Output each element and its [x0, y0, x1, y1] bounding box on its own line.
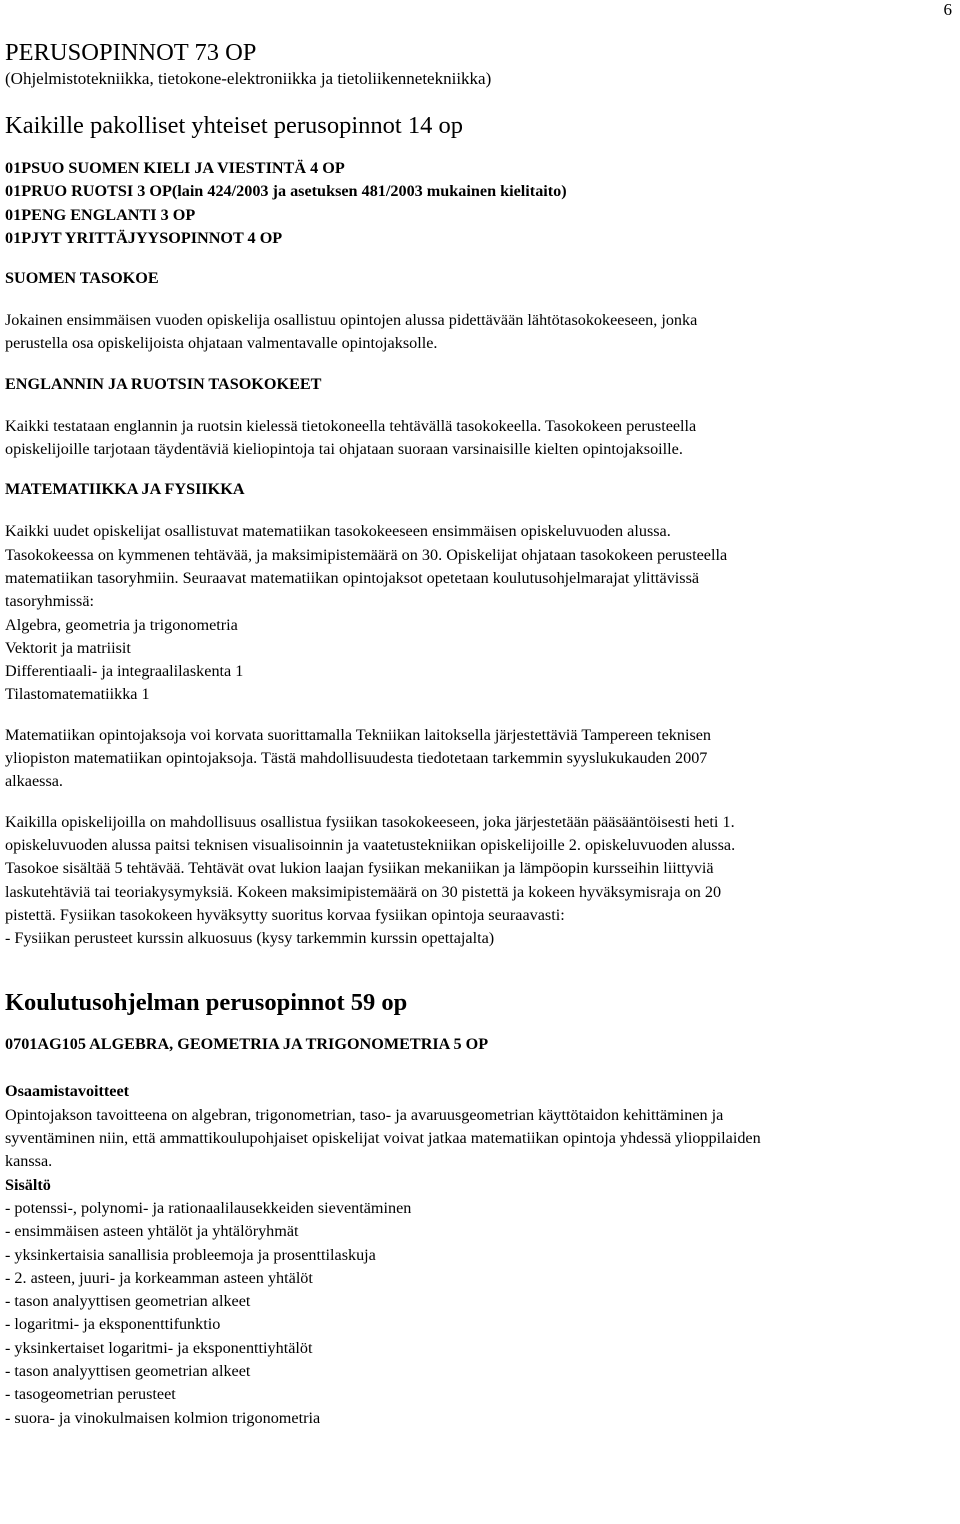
course-line: 01PENG ENGLANTI 3 OP — [5, 205, 196, 224]
text-line: laskutehtäviä tai teoriakysymyksiä. Kokeen maksimipistemäärä on 30 pistettä ja kokeen hyväksymisraja on 20 — [5, 882, 722, 901]
finnish-test-heading: SUOMEN TASOKOE — [5, 269, 159, 288]
course-line: 01PRUO RUOTSI 3 OP(lain 424/2003 ja asetuksen 481/2003 mukainen kielitaito) — [5, 182, 567, 201]
common-studies-heading: Kaikille pakolliset yhteiset perusopinnot 14 op — [5, 112, 463, 139]
text-line: alkaessa. — [5, 772, 63, 791]
list-item: - suora- ja vinokulmaisen kolmion trigonometria — [5, 1408, 321, 1427]
text-line: Jokainen ensimmäisen vuoden opiskelija osallistuu opintojen alussa pidettävään lähtötasokokeeseen, jonka — [5, 311, 698, 330]
content-list — [5, 1197, 957, 1430]
text-line: Kaikki testataan englannin ja ruotsin kielessä tietokoneella tehtävällä tasokokeella. Tasokokeen perusteella — [5, 416, 697, 435]
math-substitution-text — [5, 724, 957, 794]
page-number: 6 — [943, 0, 952, 19]
text-line: pistettä. Fysiikan tasokokeen hyväksytty suoritus korvaa fysiikan opintoja seuraavasti: — [5, 905, 565, 924]
text-line: tasoryhmissä: — [5, 592, 95, 611]
list-item: - potenssi-, polynomi- ja rationaalilausekkeiden sieventäminen — [5, 1198, 412, 1217]
list-item: - tasogeometrian perusteet — [5, 1385, 176, 1404]
learning-goals-heading: Osaamistavoitteet — [5, 1082, 130, 1101]
text-line: syventäminen niin, että ammattikoulupohjaiset opiskelijat voivat jatkaa matematiikan opintoja yhdessä ylioppilaiden — [5, 1129, 761, 1148]
course-line: 01PSUO SUOMEN KIELI JA VIESTINTÄ 4 OP — [5, 159, 345, 177]
document-body — [5, 38, 957, 1430]
text-line: Matematiikan opintojaksoja voi korvata suorittamalla Tekniikan laitoksella järjestettäviä Tampereen teknisen — [5, 725, 712, 744]
text-line: opiskelijoille tarjotaan täydentäviä kieliopintoja tai ohjataan suoraan varsinaisille kielten opintojaksoille. — [5, 440, 683, 459]
math-course-item: Tilastomatematiikka 1 — [5, 685, 150, 704]
common-course-list — [5, 157, 957, 250]
text-line: perustella osa opiskelijoista ohjataan valmentavalle opintojaksolle. — [5, 334, 438, 353]
list-item: - logaritmi- ja eksponenttifunktio — [5, 1315, 221, 1334]
list-item: - yksinkertaiset logaritmi- ja eksponenttiyhtälöt — [5, 1338, 313, 1357]
list-item: - 2. asteen, juuri- ja korkeamman asteen yhtälöt — [5, 1268, 313, 1287]
list-item: - tason analyyttisen geometrian alkeet — [5, 1292, 251, 1311]
course-line: 01PJYT YRITTÄJYYSOPINNOT 4 OP — [5, 228, 283, 247]
programme-studies-heading: Koulutusohjelman perusopinnot 59 op — [5, 989, 408, 1017]
list-item: - ensimmäisen asteen yhtälöt ja yhtälöryhmät — [5, 1222, 299, 1241]
language-tests-text — [5, 415, 957, 462]
text-line: matematiikan tasoryhmiin. Seuraavat matematiikan opintojaksot opetetaan koulutusohjelmarajat ylittävissä — [5, 568, 700, 587]
learning-goals-text — [5, 1104, 957, 1174]
math-course-item: Vektorit ja matriisit — [5, 638, 131, 657]
text-line: Kaikilla opiskelijoilla on mahdollisuus osallistua fysiikan tasokokeeseen, joka järjestetään pääsääntöisesti heti 1. — [5, 812, 735, 831]
text-line: Kaikki uudet opiskelijat osallistuvat matematiikan tasokokeeseen ensimmäisen opiskeluvuoden alussa. — [5, 522, 671, 541]
math-course-item: Differentiaali- ja integraalilaskenta 1 — [5, 662, 244, 681]
finnish-test-text — [5, 309, 957, 356]
text-line: Tasokoe sisältää 5 tehtävää. Tehtävät ovat lukion laajan fysiikan mekaniikan ja lämpöopin kursseihin liittyviä — [5, 859, 714, 878]
text-line: Opintojakson tavoitteena on algebran, trigonometrian, taso- ja avaruusgeometrian käyttötaidon kehittäminen ja — [5, 1105, 724, 1124]
math-physics-text — [5, 520, 957, 706]
course-code-heading: 0701AG105 ALGEBRA, GEOMETRIA JA TRIGONOMETRIA 5 OP — [5, 1035, 489, 1054]
text-line: Tasokokeessa on kymmenen tehtävää, ja maksimipistemäärä on 30. Opiskelijat ohjataan tasokokeen perusteella — [5, 545, 728, 564]
content-heading: Sisältö — [5, 1175, 51, 1194]
language-tests-heading: ENGLANNIN JA RUOTSIN TASOKOKEET — [5, 374, 322, 393]
physics-test-text — [5, 811, 957, 951]
math-physics-heading: MATEMATIIKKA JA FYSIIKKA — [5, 480, 245, 499]
text-line: opiskeluvuoden alussa paitsi teknisen visualisoinnin ja vaatetustekniikan opiskelijoille 2. opiskeluvuoden alussa. — [5, 835, 736, 854]
page-title: PERUSOPINNOT 73 OP — [5, 39, 257, 66]
list-item: - yksinkertaisia sanallisia probleemoja ja prosenttilaskuja — [5, 1245, 376, 1264]
text-line: kanssa. — [5, 1152, 53, 1171]
text-line: yliopiston matematiikan opintojaksoja. Tästä mahdollisuudesta tiedotetaan tarkemmin syyslukukauden 2007 — [5, 749, 708, 768]
list-item: - tason analyyttisen geometrian alkeet — [5, 1361, 251, 1380]
text-line: - Fysiikan perusteet kurssin alkuosuus (kysy tarkemmin kurssin opettajalta) — [5, 929, 495, 948]
math-course-item: Algebra, geometria ja trigonometria — [5, 615, 238, 634]
page-subtitle: (Ohjelmistotekniikka, tietokone-elektroniikka ja tietoliikennetekniikka) — [5, 69, 492, 88]
